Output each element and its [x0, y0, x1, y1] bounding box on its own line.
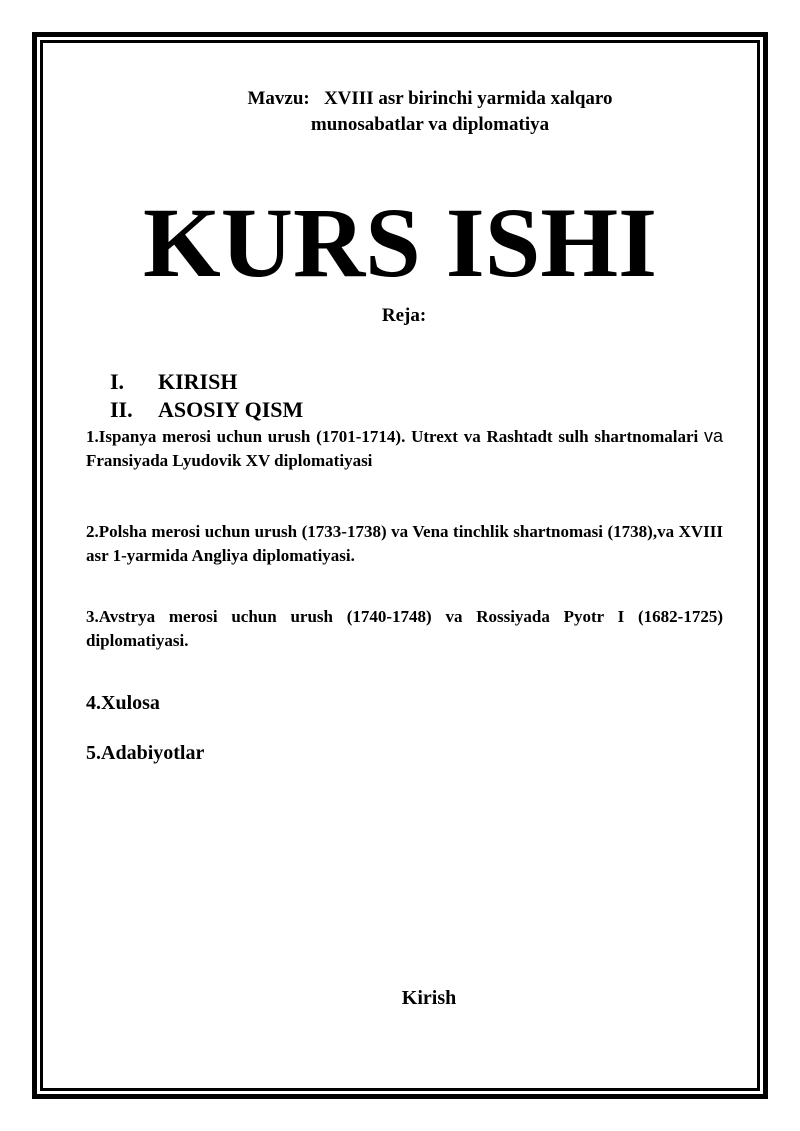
plan-item-label: KIRISH [158, 369, 238, 394]
conclusion-item: 4.Xulosa [86, 692, 160, 714]
section-1-text-b: va [703, 426, 723, 446]
section-2: 2.Polsha merosi uchun urush (1733-1738) va Vena tinchlik shartnomasi (1738),va XVIII asr 1-yarmida Angliya diplomatiyasi. [86, 522, 723, 565]
plan-heading: Reja: [381, 305, 427, 326]
intro-heading: Kirish [401, 987, 457, 1009]
plan-item-number: I. [110, 369, 125, 394]
plan-item-number: II. [110, 397, 133, 422]
topic-line-1: Mavzu: XVIII asr birinchi yarmida xalqaro [247, 88, 613, 109]
page-title: KURS ISHI [142, 187, 658, 298]
plan-item-intro [110, 368, 237, 396]
plan-item-main [110, 396, 303, 424]
topic-line-2: munosabatlar va diplomatiya [310, 114, 550, 135]
plan-item-label: ASOSIY QISM [158, 397, 304, 422]
topic-block [180, 86, 680, 138]
section-1-text-c: Fransiyada Lyudovik XV diplomatiyasi [86, 451, 373, 470]
references-item: 5.Adabiyotlar [86, 742, 205, 764]
section-3: 3.Avstrya merosi uchun urush (1740-1748) va Rossiyada Pyotr I (1682-1725) diplomatiyasi. [86, 607, 723, 650]
section-1 [86, 424, 723, 473]
section-1-text-a: 1.Ispanya merosi uchun urush (1701-1714). Utrext va Rashtadt sulh shartnomalari [86, 427, 704, 446]
